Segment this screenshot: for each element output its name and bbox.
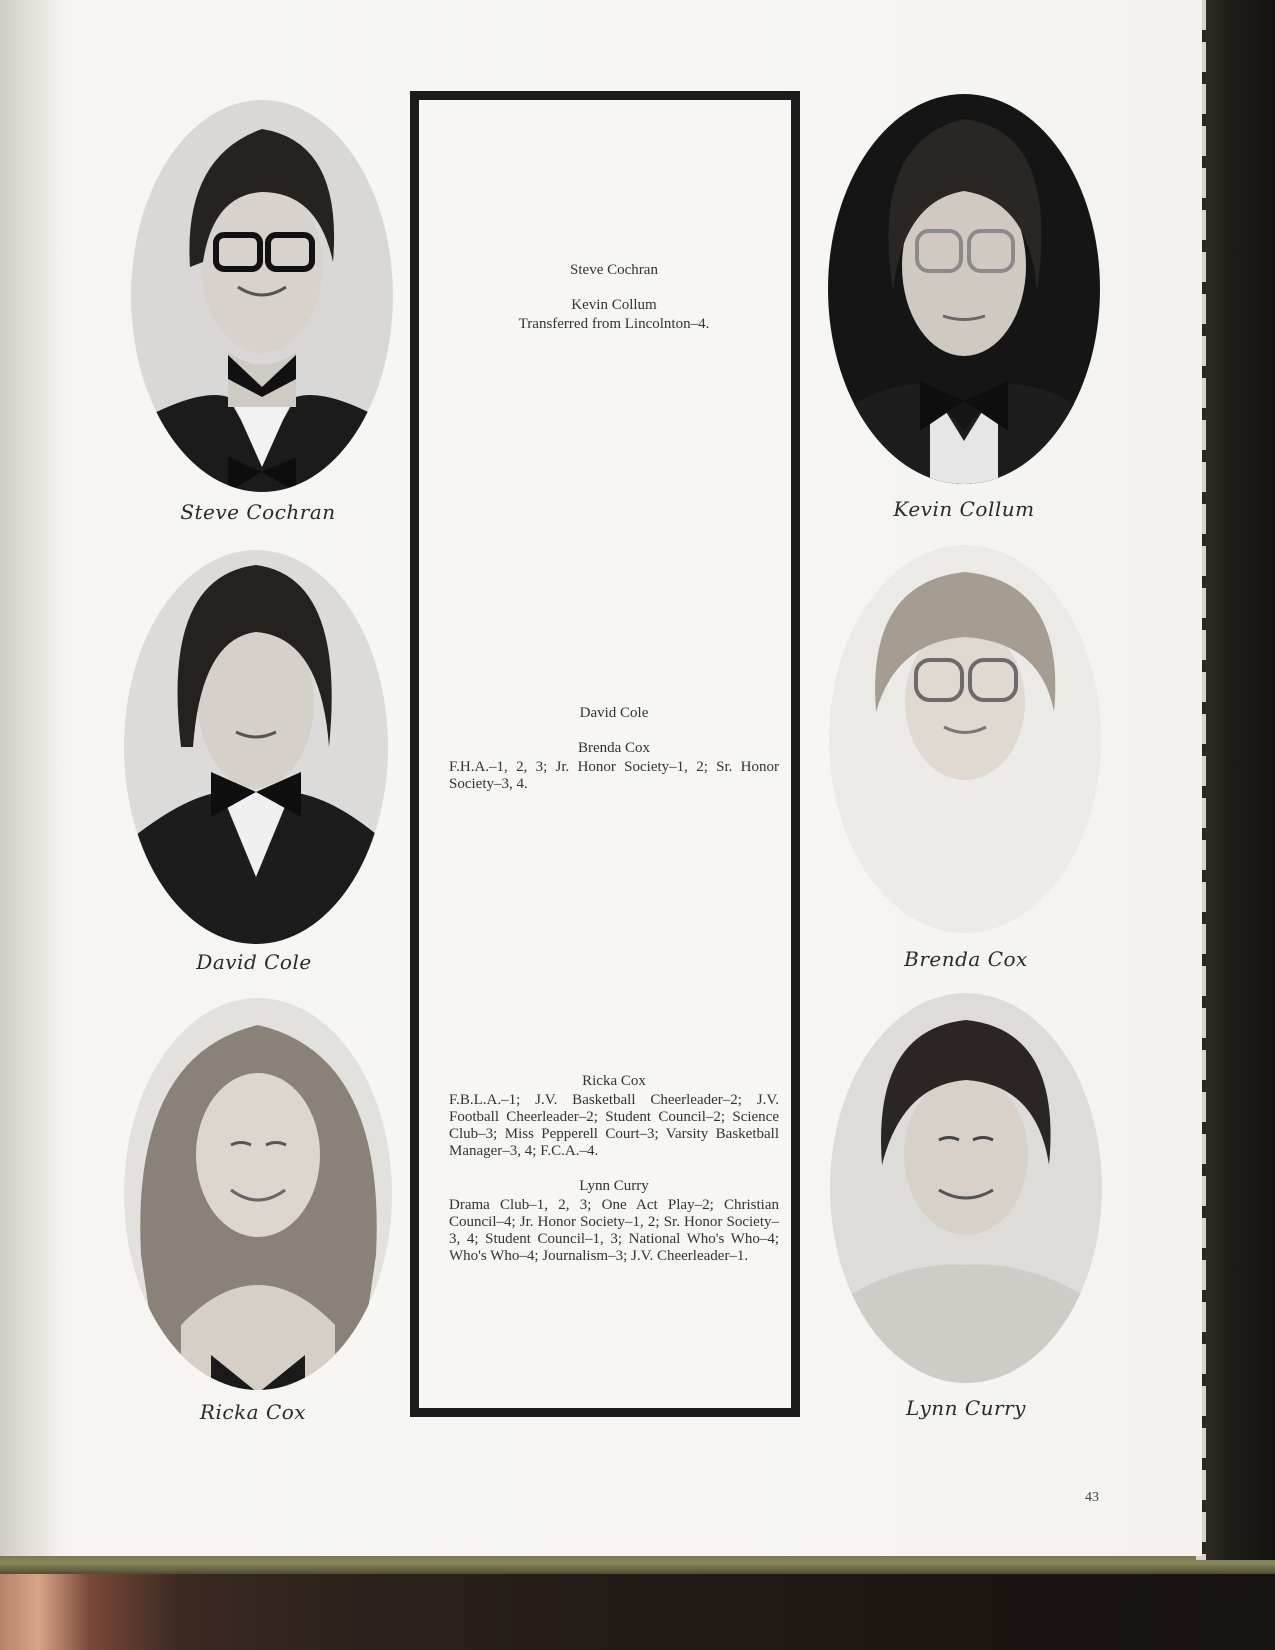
caption-david-cole: David Cole [196,950,312,974]
page-gutter [0,0,58,1556]
entry-name: Kevin Collum [571,297,657,313]
caption-steve-cochran: Steve Cochran [180,500,336,524]
entry-activities: Transferred from Lincolnton–4. [518,316,710,332]
entry-name: David Cole [579,705,649,721]
portrait-ricka-cox [121,995,395,1393]
biography-panel [410,91,800,1417]
portrait-steve-cochran [128,97,396,495]
portrait-lynn-curry [827,990,1105,1386]
entry-name: Brenda Cox [577,740,651,756]
entry-steve-cochran [449,262,779,333]
entry-activities: Drama Club–1, 2, 3; One Act Play–2; Christian Council–4; Jr. Honor Society–1, 2; Sr. Honor Society–3, 4; Student Council–1, 3; National Who's Who–4; Who's Who–4; Journalism–3; J.V. Cheerleader–1. [449,1197,779,1264]
caption-lynn-curry: Lynn Curry [906,1396,1026,1420]
entry-activities: F.B.L.A.–1; J.V. Basketball Cheerleader–2; J.V. Football Cheerleader–2; Student Council–2; Science Club–3; Miss Pepperell Court–3; Varsity Basketball Manager–3, 4; F.C.A.–4. [449,1092,779,1159]
portrait-kevin-collum [825,91,1103,487]
portrait-brenda-cox [826,542,1104,936]
page-number: 43 [1085,1490,1099,1505]
entry-david-cole [449,705,779,793]
entry-name: Ricka Cox [582,1073,646,1089]
book-cover-right [1200,0,1275,1560]
caption-kevin-collum: Kevin Collum [893,497,1035,521]
entry-name: Steve Cochran [570,262,658,278]
caption-ricka-cox: Ricka Cox [199,1400,307,1424]
entry-ricka-cox [449,1073,779,1265]
entry-activities: F.H.A.–1, 2, 3; Jr. Honor Society–1, 2; Sr. Honor Society–3, 4. [449,759,779,792]
caption-brenda-cox: Brenda Cox [904,947,1028,971]
portrait-david-cole [121,547,391,947]
entry-name: Lynn Curry [579,1178,649,1194]
